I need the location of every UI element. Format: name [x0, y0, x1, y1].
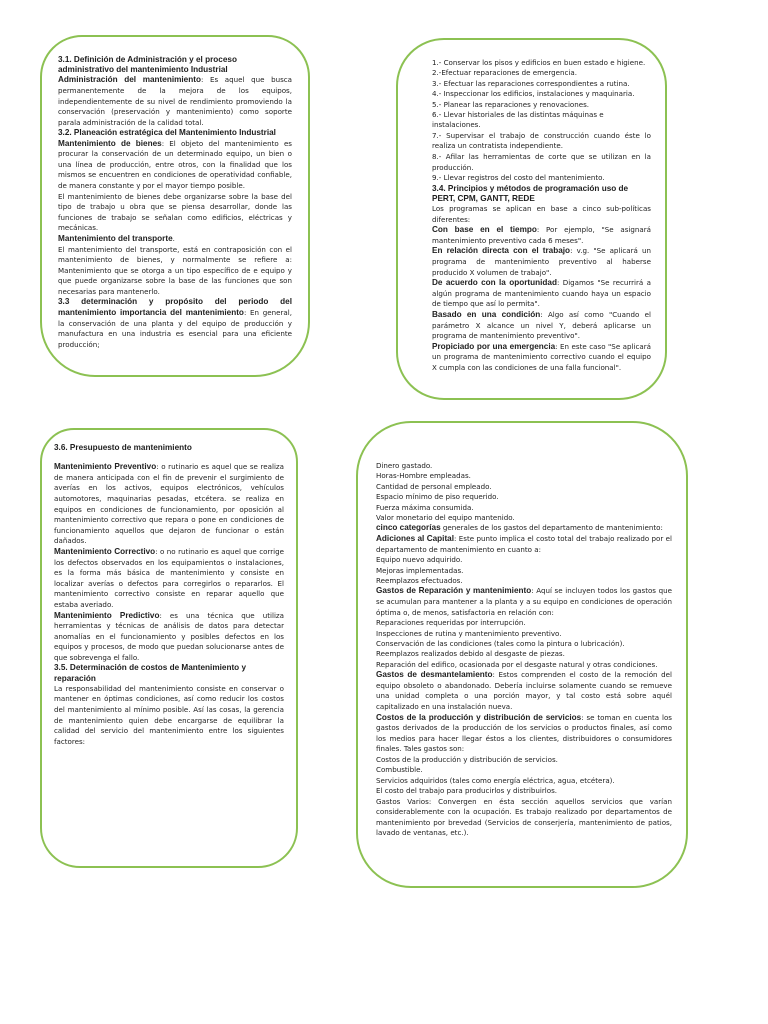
paragraph-cinco: [376, 523, 672, 534]
term-relacion: En relación directa con el trabajo: [432, 246, 571, 256]
term-desmantelamiento: Gastos de desmantelamiento: [376, 670, 493, 680]
card-presupuesto: [40, 428, 298, 868]
list-item: 7.- Supervisar el trabajo de construcción cuando éste lo realiza un contratista independiente.: [432, 130, 651, 151]
card-gastos: [356, 421, 688, 888]
list-item: Espacio mínimo de piso requerido.: [376, 492, 499, 502]
list-item: Equipo nuevo adquirido.: [376, 555, 463, 565]
paragraph-produccion: [376, 713, 672, 755]
term-produccion: Costos de la producción y distribución de servicios: [376, 712, 582, 722]
list-item: Servicios adquiridos (tales como energía eléctrica, agua, etcétera).: [376, 775, 615, 785]
list-item: 9.- Llevar registros del costo del mantenimiento.: [432, 173, 605, 183]
text-adiciones: : Este punto implica el costo total del trabajo realizado por el departamento de mantenimiento en cuanto a:: [376, 534, 672, 554]
list-item: Reemplazos efectuados.: [376, 576, 463, 586]
text-cinco: generales de los gastos del departamento de mantenimiento:: [440, 523, 663, 533]
term-tiempo: Con base en el tiempo: [432, 225, 537, 235]
heading-3-4: 3.4. Principios y métodos de programación uso de PERT, CPM, GANTT, REDE: [432, 183, 629, 203]
list-item: Reparación del edifico, ocasionada por el desgaste natural y otras condiciones.: [376, 659, 658, 669]
text-tiempo: : Por ejemplo, "Se asignará mantenimiento preventivo cada 6 meses".: [432, 225, 651, 245]
list-item: Cantidad de personal empleado.: [376, 481, 492, 491]
paragraph-transporte: El mantenimiento del transporte, está en contraposición con el mantenimiento de bienes, y normalmente se refiere a: Mantenimiento que se otorga a un tipo específico de e equipo y que puede organizarse sobre la base de las funciones que son necesarias para mantenerlo.: [58, 244, 292, 296]
functions-list: [414, 58, 651, 131]
list-item: 3.- Efectuar las reparaciones correspondientes a rutina.: [432, 78, 630, 88]
list-item: Dinero gastado.: [376, 461, 433, 470]
text-bienes: : El objeto del mantenimiento es procurar la conservación de un determinado equipo, un bien o una línea de producción, entre otros, con la finalidad que los mismos se encuentren en condiciones de operatividad confiable, de manera constante y por el mayor tiempo posible.: [58, 138, 293, 190]
paragraph-reparacion: [376, 586, 672, 618]
term-emergencia: Propiciado por una emergencia: [432, 341, 556, 351]
list-item: Reparaciones requeridas por interrupción.: [376, 618, 526, 628]
text-condicion: : Algo así como "Cuando el parámetro X alcance un nivel Y, deberá aplicarse un programa de mantenimiento preventivo".: [432, 309, 651, 341]
list-item: 4.- Inspeccionar los edificios, instalaciones y maquinaria.: [432, 89, 635, 99]
list-item: Conservación de las condiciones (tales como la pintura o lubricación).: [376, 639, 625, 649]
text-produccion: : se toman en cuenta los gastos derivados de la producción de los servicios o productos finales, así como los medios para hacer llegar éstos a los clientes, distribuidores o consumidores finales. Tales gastos son:: [376, 712, 673, 754]
spacer: [54, 453, 284, 462]
paragraph-intro: Los programas se aplican en base a cinco sub-políticas diferentes:: [432, 204, 651, 224]
text-administracion: : Es aquel que busca permanentemente de la mejora de los equipos, independientemente de su nivel de rendimiento promoviendo la conservación (preservación y mantenimiento) como soporte parala administración de la calidad total.: [58, 75, 293, 127]
term-administracion: Administración del mantenimiento: [58, 75, 201, 85]
heading-3-1: 3.1. Definición de Administración y el proceso administrativo del mantenimiento Industrial: [58, 55, 237, 75]
text-relacion: : v.g. "Se aplicará un programa de mantenimiento preventivo al haberse producido X volumen de trabajo".: [432, 246, 651, 277]
term-correctivo: Mantenimiento Correctivo: [54, 546, 156, 556]
list-item: Mejoras implementadas.: [376, 565, 464, 575]
term-cinco: cinco categorías: [376, 523, 441, 533]
term-oportunidad: De acuerdo con la oportunidad: [432, 278, 557, 288]
heading-3-5: 3.5. Determinación de costos de Mantenimiento y reparación: [54, 663, 246, 683]
list-item: Horas-Hombre empleadas.: [376, 471, 471, 481]
text-preventivo: : o rutinario es aquel que se realiza de manera anticipada con el fin de prevenir el surgimiento de averías en los activos, equipos electrónicos, vehículos automotores, maquinarias pesadas, etcétera. se realiza en equipos en condiciones de funcionamiento, por oposición al mantenimiento correctivo que repara o pone en condiciones de funcionamiento aquellos que dejaron de funcionar o están dañados.: [54, 462, 284, 546]
text-predictivo: : es una técnica que utiliza herramientas y técnicas de análisis de datos para detectar anomalías en el funcionamiento y posibles defectos en los equipos y procesos, de modo que puedan solucionarse antes de que sobrevenga el fallo.: [54, 610, 284, 662]
list-item: 1.- Conservar los pisos y edificios en buen estado e higiene.: [432, 58, 646, 67]
paragraph-bienes: [58, 139, 292, 192]
text-reparacion: : Aquí se incluyen todos los gastos que se acumulan para mantener a la planta y a su equipo en condiciones de operación óptima o, de menos, satisfactoria en relación con:: [376, 586, 672, 617]
paragraph-tiempo: [432, 225, 651, 246]
paragraph-predictivo: [54, 611, 284, 664]
term-adiciones: Adiciones al Capital: [376, 534, 455, 544]
paragraph-condicion: [432, 310, 651, 342]
list-item: El costo del trabajo para producirlos y distribuirlos.: [376, 786, 558, 796]
card-admin-mantenimiento: [40, 35, 310, 377]
list-item: 2.-Efectuar reparaciones de emergencia.: [432, 68, 578, 78]
term-transporte: Mantenimiento del transporte: [58, 233, 173, 243]
text-3-3: : En general, la conservación de una planta y del equipo de producción y manufactura en una industria es esencial para una eficiente producción;: [58, 308, 292, 349]
list-item: Inspecciones de rutina y mantenimiento preventivo.: [376, 628, 562, 638]
paragraph-correctivo: [54, 547, 284, 611]
list-item: 6.- Llevar historiales de las distintas máquinas e instalaciones.: [432, 110, 604, 130]
paragraph-preventivo: [54, 462, 284, 547]
heading-3-6: 3.6. Presupuesto de mantenimiento: [54, 443, 192, 452]
list-item: Fuerza máxima consumida.: [376, 502, 474, 512]
functions-list-cont: [414, 131, 651, 374]
paragraph-transporte-label: Mantenimiento del transporte.: [58, 233, 175, 243]
list-item: Reemplazos realizados debido al desgaste de piezas.: [376, 649, 565, 659]
paragraph-bienes-2: El mantenimiento de bienes debe organizarse sobre la base del tipo de trabajo u obra que se piensa desarrollar, donde las funciones de trabajo se señalan como edificios, eléctricas y mecánicas.: [58, 191, 292, 233]
term-bienes: Mantenimiento de bienes: [58, 138, 162, 148]
text-emergencia: : En este caso "Se aplicará un programa de mantenimiento correctivo cuando el equipo X cumpla con las condiciones de una falla funcional".: [432, 341, 651, 372]
text-oportunidad: : Digamos "Se recurrirá a algún programa de mantenimiento cuando haya un espacio de tiempo que así lo permita".: [432, 278, 651, 309]
card-funciones-programacion: [396, 38, 667, 400]
list-item: 5.- Planear las reparaciones y renovaciones.: [432, 99, 590, 109]
list-item: 8.- Afilar las herramientas de corte que se utilizan en la producción.: [432, 152, 651, 172]
paragraph-administracion: [58, 75, 292, 128]
paragraph-desmantelamiento: [376, 670, 672, 712]
term-reparacion: Gastos de Reparación y mantenimiento: [376, 586, 532, 596]
text-correctivo: : o no rutinario es aquel que corrige los defectos observados en los equipamientos o instalaciones, es la forma más básica de mantenimiento y consiste en localizar averías o defectos para corregirlos o repararlos. El mantenimiento correctivo consiste en reparar aquello que estaba averiado.: [54, 546, 284, 609]
paragraph-emergencia: [432, 342, 651, 374]
list-item: Costos de la producción y distribución de servicios.: [376, 755, 558, 764]
heading-3-3: 3.3 determinación y propósito del periodo del mantenimiento importancia del mantenimiento: [58, 297, 292, 318]
term-preventivo: Mantenimiento Preventivo: [54, 462, 157, 472]
heading-3-2: 3.2. Planeación estratégica del Mantenimiento Industrial: [58, 128, 276, 138]
paragraph-oportunidad: [432, 278, 651, 310]
text-desmantelamiento: : Estos comprenden el costo de la remoción del equipo obsoleto o abandonado. Debería incluirse solamente cuando se remueve una unidad completa o una porción mayor, y tal costo está sobre aquél capitalizado en una instalación nueva.: [376, 670, 673, 712]
term-condicion: Basado en una condición: [432, 309, 541, 319]
paragraph-3-3: [58, 297, 292, 350]
term-predictivo: Mantenimiento Predictivo: [54, 610, 160, 620]
list-item: Valor monetario del equipo mantenido.: [376, 513, 515, 523]
paragraph-adiciones: [376, 534, 672, 555]
paragraph-varios: Gastos Varios: Convergen en ésta sección aquellos servicios que varían considerablemente con la ocupación. Es trabajo realizado por departamentos de mantenimiento por brevedad (Servicios de conserjería, mantenimiento de patios, lavado de ventanas, etc.).: [376, 796, 672, 838]
paragraph-relacion: [432, 246, 651, 278]
paragraph-3-5: La responsabilidad del mantenimiento consiste en conservar o mantener en óptimas condiciones, así como reducir los costos del mantenimiento al mínimo posible. Así las cosas, la gerencia de mantenimiento quien debe encargarse de equilibrar la calidad del servicio del mantenimiento entre los siguientes factores:: [54, 683, 284, 746]
list-item: Combustible.: [376, 765, 423, 775]
